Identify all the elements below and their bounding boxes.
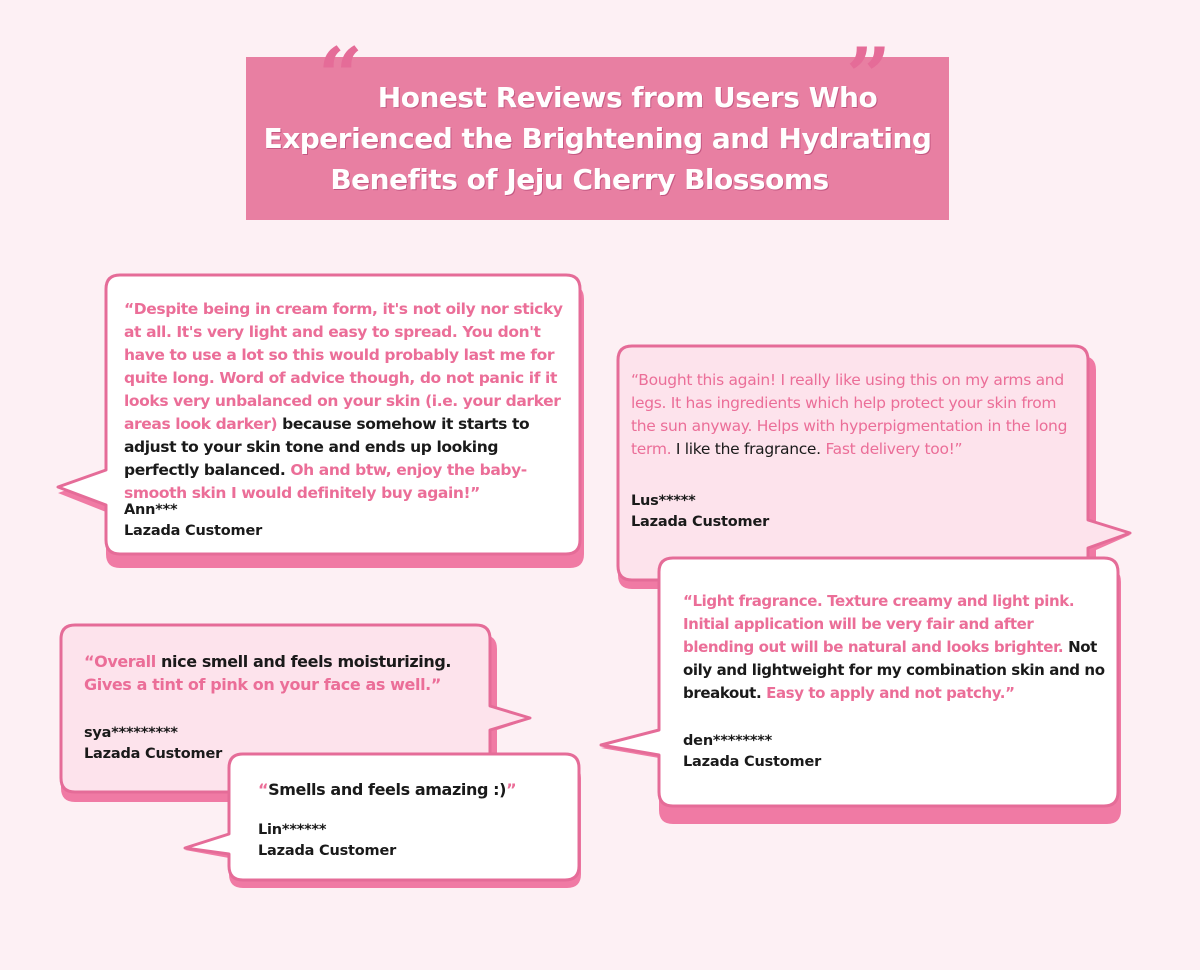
review-sya-pink-2: Gives a tint of pink on your face as well.”	[84, 675, 441, 694]
review-lin-black: Smells and feels amazing :)	[268, 780, 507, 799]
reviewer-ann	[124, 500, 262, 542]
reviewer-name: Ann***	[124, 502, 178, 518]
title-line-2: Experienced the Brightening and Hydrating	[263, 122, 932, 155]
review-lus-pink-2: Fast delivery too!”	[825, 440, 963, 458]
reviewer-source: Lazada Customer	[84, 746, 223, 762]
review-den-black: Not oily and lightweight for my combination skin and no breakout.	[683, 638, 1105, 702]
title-line-3: Benefits of Jeju Cherry Blossoms	[330, 163, 829, 196]
review-den-pink-1: “Light fragrance. Texture creamy and light pink. Initial application will be very fair and after blending out will be natural and looks brighter.	[683, 592, 1075, 656]
reviewer-source: Lazada Customer	[683, 754, 822, 770]
review-lin-pink-2: ”	[506, 780, 517, 799]
reviewer-lus	[631, 491, 769, 533]
reviewer-name: den********	[683, 733, 772, 749]
review-lin-pink-1: “	[258, 780, 269, 799]
reviewer-sya	[84, 723, 222, 765]
review-ann-black: because somehow it starts to adjust to your skin tone and ends up looking perfectly balanced.	[124, 415, 530, 479]
review-ann-pink-2: Oh and btw, enjoy the baby-smooth skin I would definitely buy again!”	[124, 461, 527, 502]
title-line-1: Honest Reviews from Users Who	[377, 81, 878, 114]
reviewer-name: Lus*****	[631, 493, 696, 509]
review-lus-pink-1: “Bought this again! I really like using this on my arms and legs. It has ingredients which help protect your skin from the sun anyway. Helps with hyperpigmentation in the long term.	[631, 371, 1068, 458]
reviewer-source: Lazada Customer	[258, 843, 397, 859]
close-quote-mark: ”	[846, 31, 891, 122]
review-lus-black: I like the fragrance.	[675, 440, 821, 458]
reviewer-name: Lin******	[258, 822, 327, 838]
review-text-lin	[258, 778, 568, 801]
reviewer-source: Lazada Customer	[631, 514, 770, 530]
reviewer-lin	[258, 820, 396, 862]
review-text-ann	[124, 298, 568, 505]
open-quote-mark: “	[318, 31, 363, 122]
review-text-lus	[631, 369, 1083, 461]
review-sya-pink-1: “Overall	[84, 652, 156, 671]
review-ann-pink-1: “Despite being in cream form, it's not oily nor sticky at all. It's very light and easy to spread. You don't have to use a lot so this would probably last me for quite long. Word of advice though, do not panic if it looks very unbalanced on your skin (i.e. your darker areas look darker)	[124, 300, 563, 433]
reviewer-name: sya*********	[84, 725, 178, 741]
review-text-sya	[84, 650, 474, 696]
review-sya-black: nice smell and feels moisturizing.	[161, 652, 452, 671]
review-den-pink-2: Easy to apply and not patchy.”	[766, 684, 1015, 702]
reviewer-source: Lazada Customer	[124, 523, 263, 539]
review-text-den	[683, 590, 1108, 705]
reviewer-den	[683, 731, 821, 773]
